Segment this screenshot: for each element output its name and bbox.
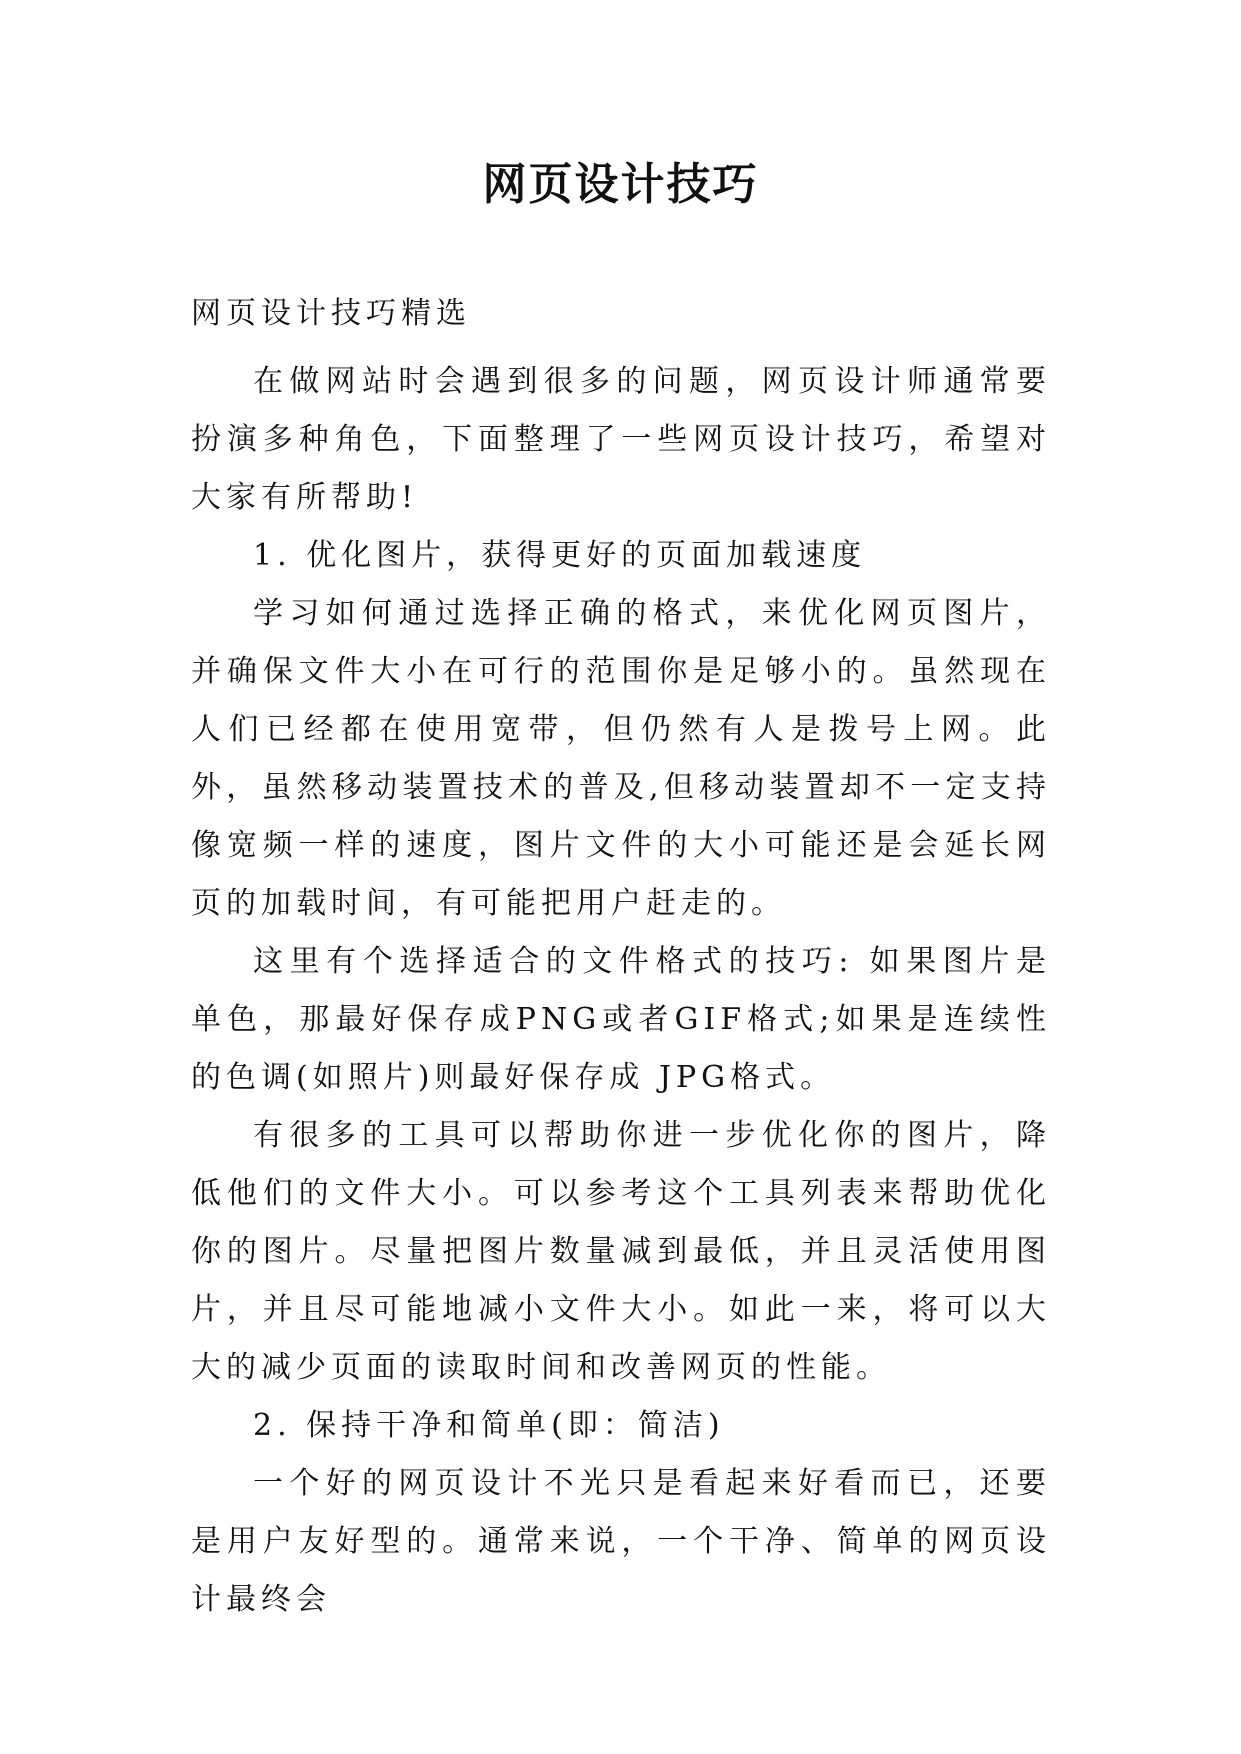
document-body bbox=[191, 285, 1051, 1629]
document-title: 网页设计技巧 bbox=[482, 159, 759, 210]
paragraph-format-tip: 这里有个选择适合的文件格式的技巧: 如果图片是单色，那最好保存成PNG或者GIF格式;如果是连续性的色调(如照片)则最好保存成 JPG格式。 bbox=[191, 944, 1051, 1095]
document-subtitle: 网页设计技巧精选 bbox=[191, 296, 471, 331]
paragraph-intro: 在做网站时会遇到很多的问题，网页设计师通常要扮演多种角色，下面整理了一些网页设计技巧，希望对大家有所帮助! bbox=[191, 364, 1051, 515]
paragraph-image-formats: 学习如何通过选择正确的格式，来优化网页图片，并确保文件大小在可行的范围你是足够小的。虽然现在人们已经都在使用宽带，但仍然有人是拨号上网。此外，虽然移动装置技术的普及,但移动装置却不一定支持像宽频一样的速度，图片文件的大小可能还是会延长网页的加载时间，有可能把用户赶走的。 bbox=[191, 596, 1051, 921]
section-heading-optimize-images: 1. 优化图片，获得更好的页面加载速度 bbox=[253, 538, 867, 573]
paragraph-tools: 有很多的工具可以帮助你进一步优化你的图片，降低他们的文件大小。可以参考这个工具列表来帮助优化你的图片。尽量把图片数量减到最低，并且灵活使用图片，并且尽可能地减小文件大小。如此一来，将可以大大的减少页面的读取时间和改善网页的性能。 bbox=[191, 1118, 1051, 1385]
section-heading-keep-simple: 2. 保持干净和简单(即：简洁) bbox=[253, 1408, 725, 1443]
paragraph-simple-design: 一个好的网页设计不光只是看起来好看而已，还要是用户友好型的。通常来说，一个干净、简单的网页设计最终会 bbox=[191, 1466, 1051, 1617]
